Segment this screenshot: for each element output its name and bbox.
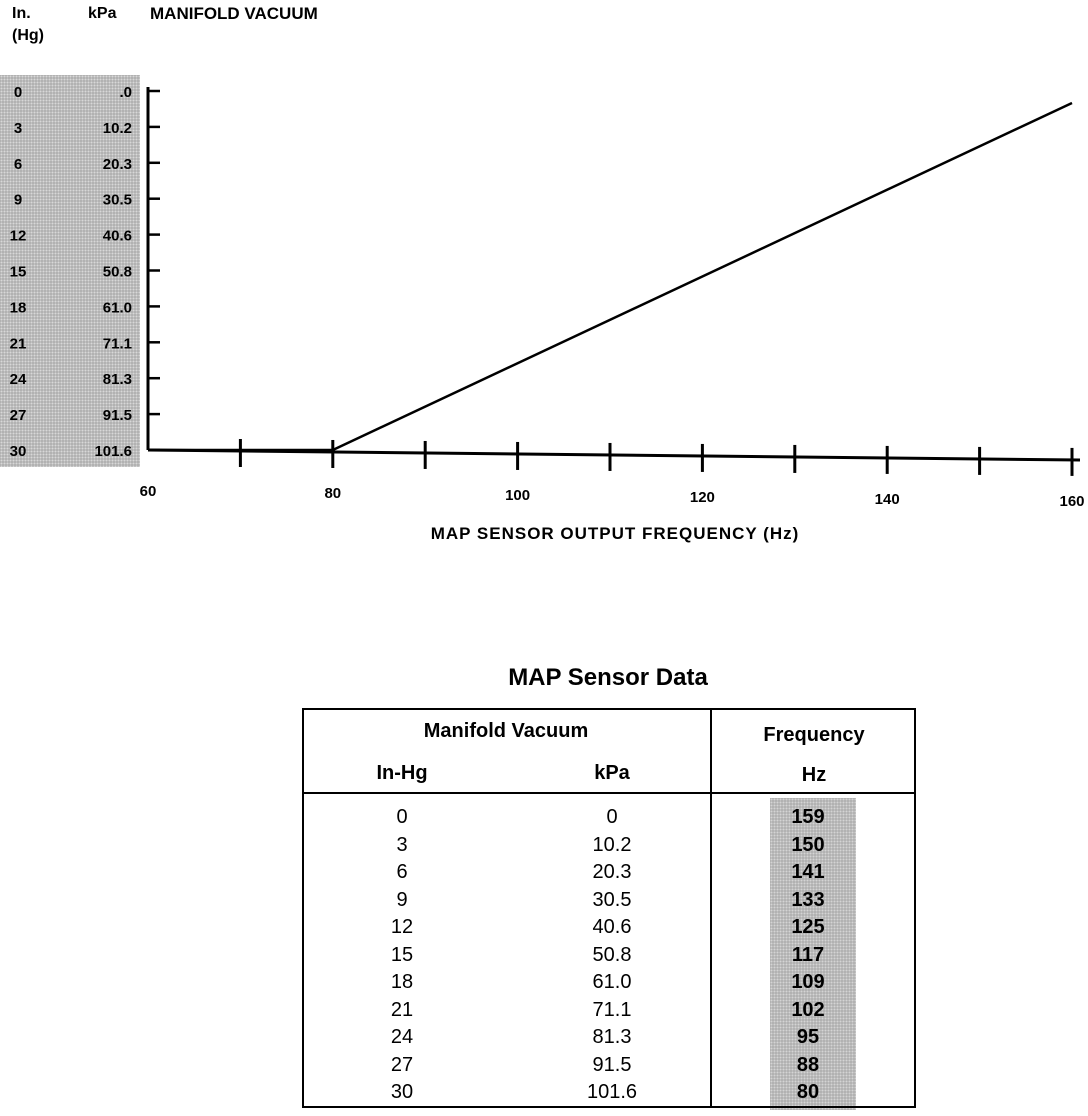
kpa-cell: 50.8 [592,943,632,966]
y-tick-label-kpa: 10.2 [102,119,132,137]
in-hg-label-line1: In. [12,5,31,22]
y-tick-label-in-hg: 30 [9,443,27,460]
y-tick-label-kpa: 81.3 [102,371,132,389]
y-tick-label-in-hg: 15 [9,263,27,281]
y-tick-label-kpa: 20.3 [102,155,132,173]
y-tick-label-kpa: 101.6 [94,443,132,460]
kpa-cell: 0 [606,806,618,828]
kpa-cell: 30.5 [592,888,632,911]
kpa-column [542,804,682,1107]
x-tick-label: 120 [689,488,715,506]
y-tick-label-kpa: 50.8 [102,263,132,281]
x-tick-label: 140 [874,490,900,508]
map-sensor-series-line [148,103,1072,450]
manifold-vacuum-header: Manifold Vacuum [423,720,589,742]
hz-cell: 102 [791,998,825,1021]
table-title: MAP Sensor Data [508,664,708,691]
y-tick-label-kpa: .0 [119,84,132,101]
hz-cell: 80 [796,1081,820,1103]
x-tick-label: 100 [505,486,531,504]
in-hg-cell: 0 [396,806,408,828]
in-hg-cell: 24 [390,1026,414,1048]
hz-cell: 109 [791,971,825,993]
y-tick-label-kpa: 61.0 [102,299,132,317]
hz-cell: 150 [791,833,825,856]
in-hg-cell: 27 [390,1053,414,1076]
in-hg-cell: 18 [390,971,414,993]
hz-cell: 95 [796,1026,820,1048]
in-hg-column [342,804,462,1107]
in-hg-cell: 30 [390,1081,414,1103]
kpa-cell: 81.3 [592,1026,632,1048]
y-tick-label-kpa: 40.6 [102,227,132,245]
x-tick-label: 160 [1059,492,1085,510]
hz-cell: 88 [796,1053,820,1076]
y-tick-label-in-hg: 0 [13,84,23,101]
in-hg-cell: 6 [396,861,408,883]
kpa-cell: 20.3 [592,861,632,883]
kpa-cell: 91.5 [592,1053,632,1076]
table-header-divider [302,792,916,794]
in-hg-cell: 21 [390,998,414,1021]
hz-cell: 125 [791,916,825,938]
y-tick-label-in-hg: 6 [13,155,23,173]
hz-cell: 141 [791,861,825,883]
in-hg-cell: 12 [390,916,414,938]
in-hg-cell: 3 [396,833,408,856]
in-hg-column-header: In-Hg [376,762,428,784]
hz-cell: 159 [791,806,825,828]
chart-title: MANIFOLD VACUUM [150,4,318,23]
y-tick-label-kpa: 91.5 [102,407,132,425]
frequency-column-header: Frequency [763,724,865,746]
in-hg-cell: 15 [390,943,414,966]
y-tick-label-kpa: 30.5 [102,191,132,209]
y-tick-label-in-hg: 12 [9,227,27,245]
kpa-cell: 101.6 [586,1081,638,1103]
y-tick-label-in-hg: 9 [13,191,23,209]
y-tick-label-in-hg: 24 [9,371,27,389]
kpa-column-header: kPa [594,762,630,784]
kpa-axis-label: kPa [88,5,117,22]
in-hg-cell: 9 [396,888,408,911]
in-hg-label-line2: (Hg) [12,27,44,44]
hz-column [760,804,856,1107]
y-tick-label-in-hg: 27 [9,407,27,425]
kpa-cell: 10.2 [592,833,632,856]
kpa-cell: 71.1 [592,998,632,1021]
map-sensor-data-table [302,708,916,1108]
hz-column-unit: Hz [801,764,827,786]
x-axis-title: MAP SENSOR OUTPUT FREQUENCY (Hz) [430,524,800,543]
y-tick-label-in-hg: 18 [9,299,27,317]
x-axis-line [148,450,1080,460]
x-tick-label: 60 [139,483,157,500]
kpa-cell: 40.6 [592,916,632,938]
kpa-cell: 61.0 [592,971,632,993]
hz-cell: 117 [791,943,825,966]
x-tick-label: 80 [324,484,342,502]
hz-cell: 133 [791,888,825,911]
y-tick-label-in-hg: 21 [9,335,27,353]
y-tick-label-kpa: 71.1 [102,335,132,353]
y-tick-label-in-hg: 3 [13,119,23,137]
